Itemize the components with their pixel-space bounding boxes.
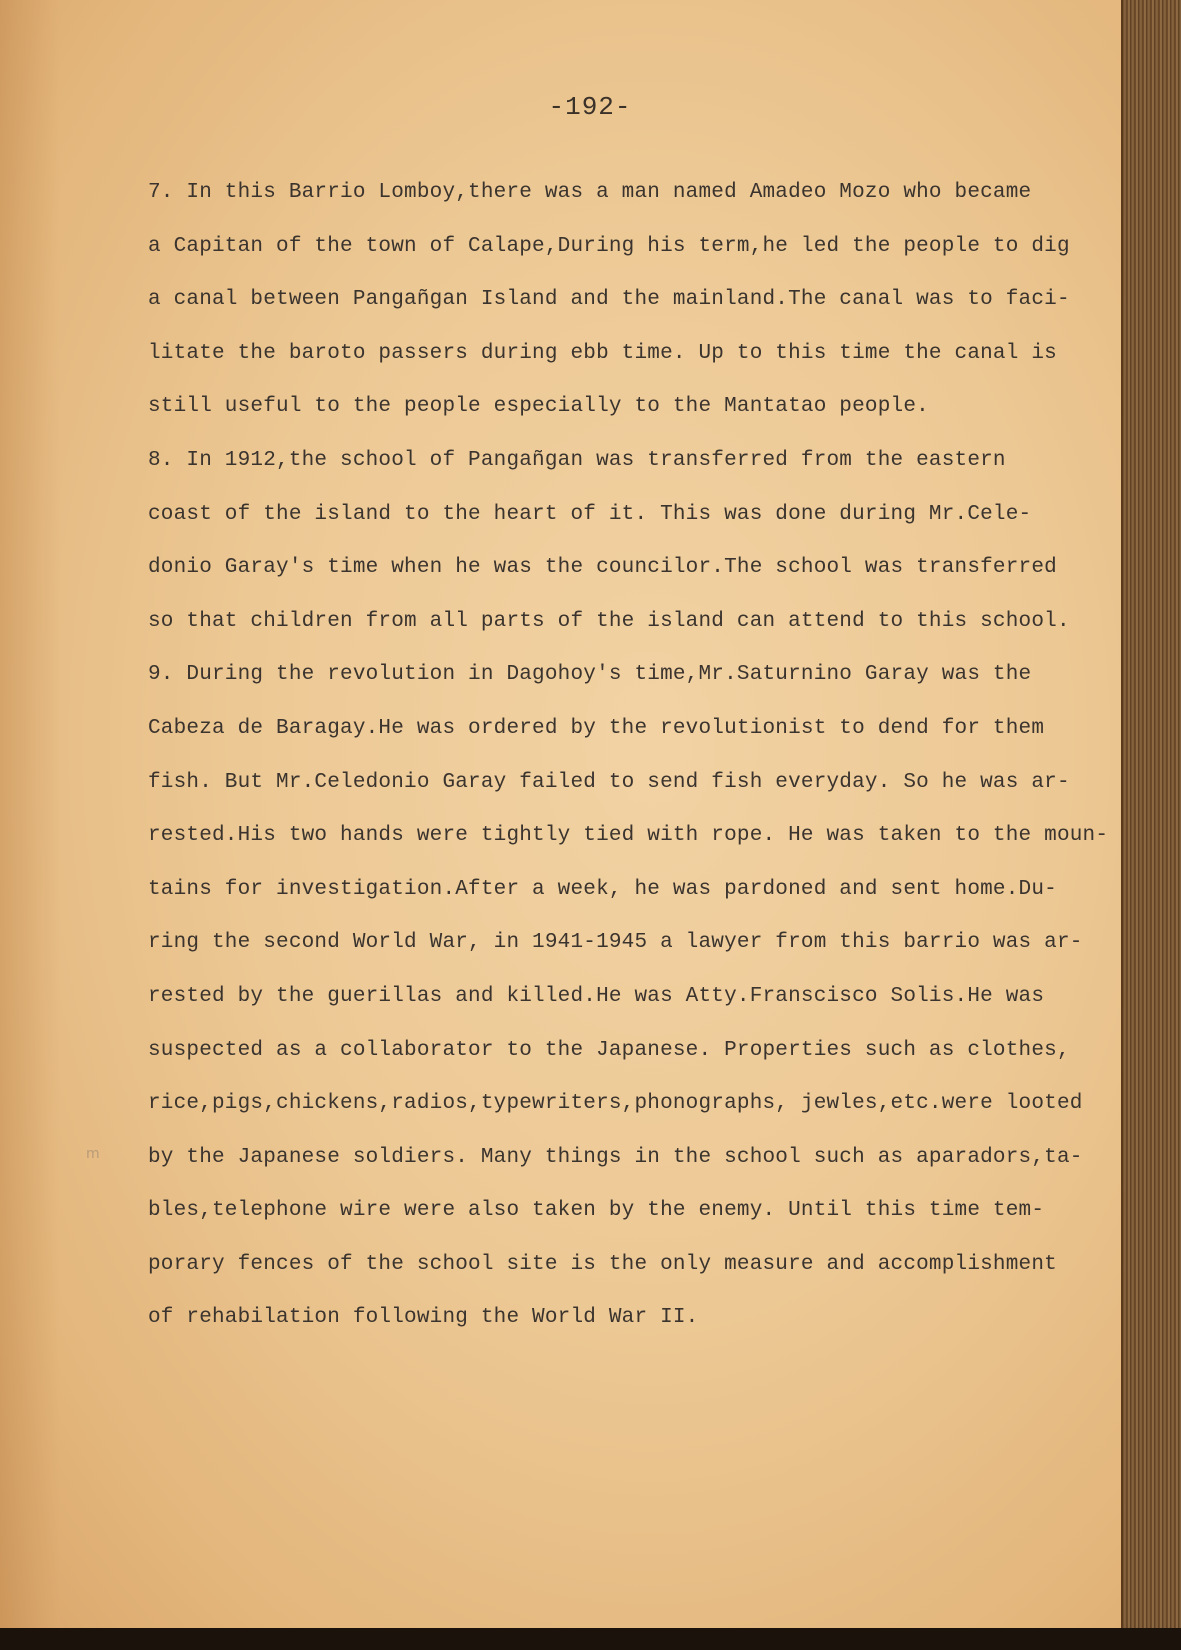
text-line: bles,telephone wire were also taken by the enemy. Until this time tem- <box>148 1199 1045 1223</box>
body-text <box>148 166 1108 1345</box>
text-line: rested by the guerillas and killed.He was Atty.Franscisco Solis.He was <box>148 984 1045 1008</box>
text-line: still useful to the people especially to the Mantatao people. <box>148 395 929 419</box>
text-line: litate the baroto passers during ebb time. Up to this time the canal is <box>148 341 1057 365</box>
text-line: coast of the island to the heart of it. This was done during Mr.Cele- <box>148 502 1032 526</box>
text-line: suspected as a collaborator to the Japanese. Properties such as clothes, <box>148 1038 1070 1062</box>
text-line: a Capitan of the town of Calape,During his term,he led the people to dig <box>148 234 1070 258</box>
text-line: tains for investigation.After a week, he was pardoned and sent home.Du- <box>148 877 1057 901</box>
text-line: 9. During the revolution in Dagohoy's time,Mr.Saturnino Garay was the <box>148 663 1032 687</box>
text-line: donio Garay's time when he was the councilor.The school was transferred <box>148 556 1057 580</box>
text-line: 8. In 1912,the school of Pangañgan was transferred from the eastern <box>148 448 1006 472</box>
text-line: fish. But Mr.Celedonio Garay failed to send fish everyday. So he was ar- <box>148 770 1070 794</box>
scan-border <box>0 1628 1181 1650</box>
page-number: -192- <box>548 92 632 122</box>
text-line: rested.His two hands were tightly tied with rope. He was taken to the moun- <box>148 824 1108 848</box>
text-line: of rehabilation following the World War II. <box>148 1306 699 1330</box>
page-shadow <box>0 0 60 1650</box>
text-line: porary fences of the school site is the only measure and accomplishment <box>148 1252 1057 1276</box>
margin-mark: m <box>86 1146 100 1162</box>
text-line: 7. In this Barrio Lomboy,there was a man named Amadeo Mozo who became <box>148 181 1032 204</box>
text-line: Cabeza de Baragay.He was ordered by the revolutionist to dend for them <box>148 716 1045 740</box>
text-line: ring the second World War, in 1941-1945 a lawyer from this barrio was ar- <box>148 931 1083 955</box>
book-binding-edge <box>1121 0 1181 1650</box>
text-line: a canal between Pangañgan Island and the mainland.The canal was to faci- <box>148 288 1070 312</box>
text-line: by the Japanese soldiers. Many things in the school such as aparadors,ta- <box>148 1145 1083 1169</box>
text-line: rice,pigs,chickens,radios,typewriters,phonographs, jewles,etc.were looted <box>148 1092 1083 1116</box>
text-line: so that children from all parts of the island can attend to this school. <box>148 609 1070 633</box>
